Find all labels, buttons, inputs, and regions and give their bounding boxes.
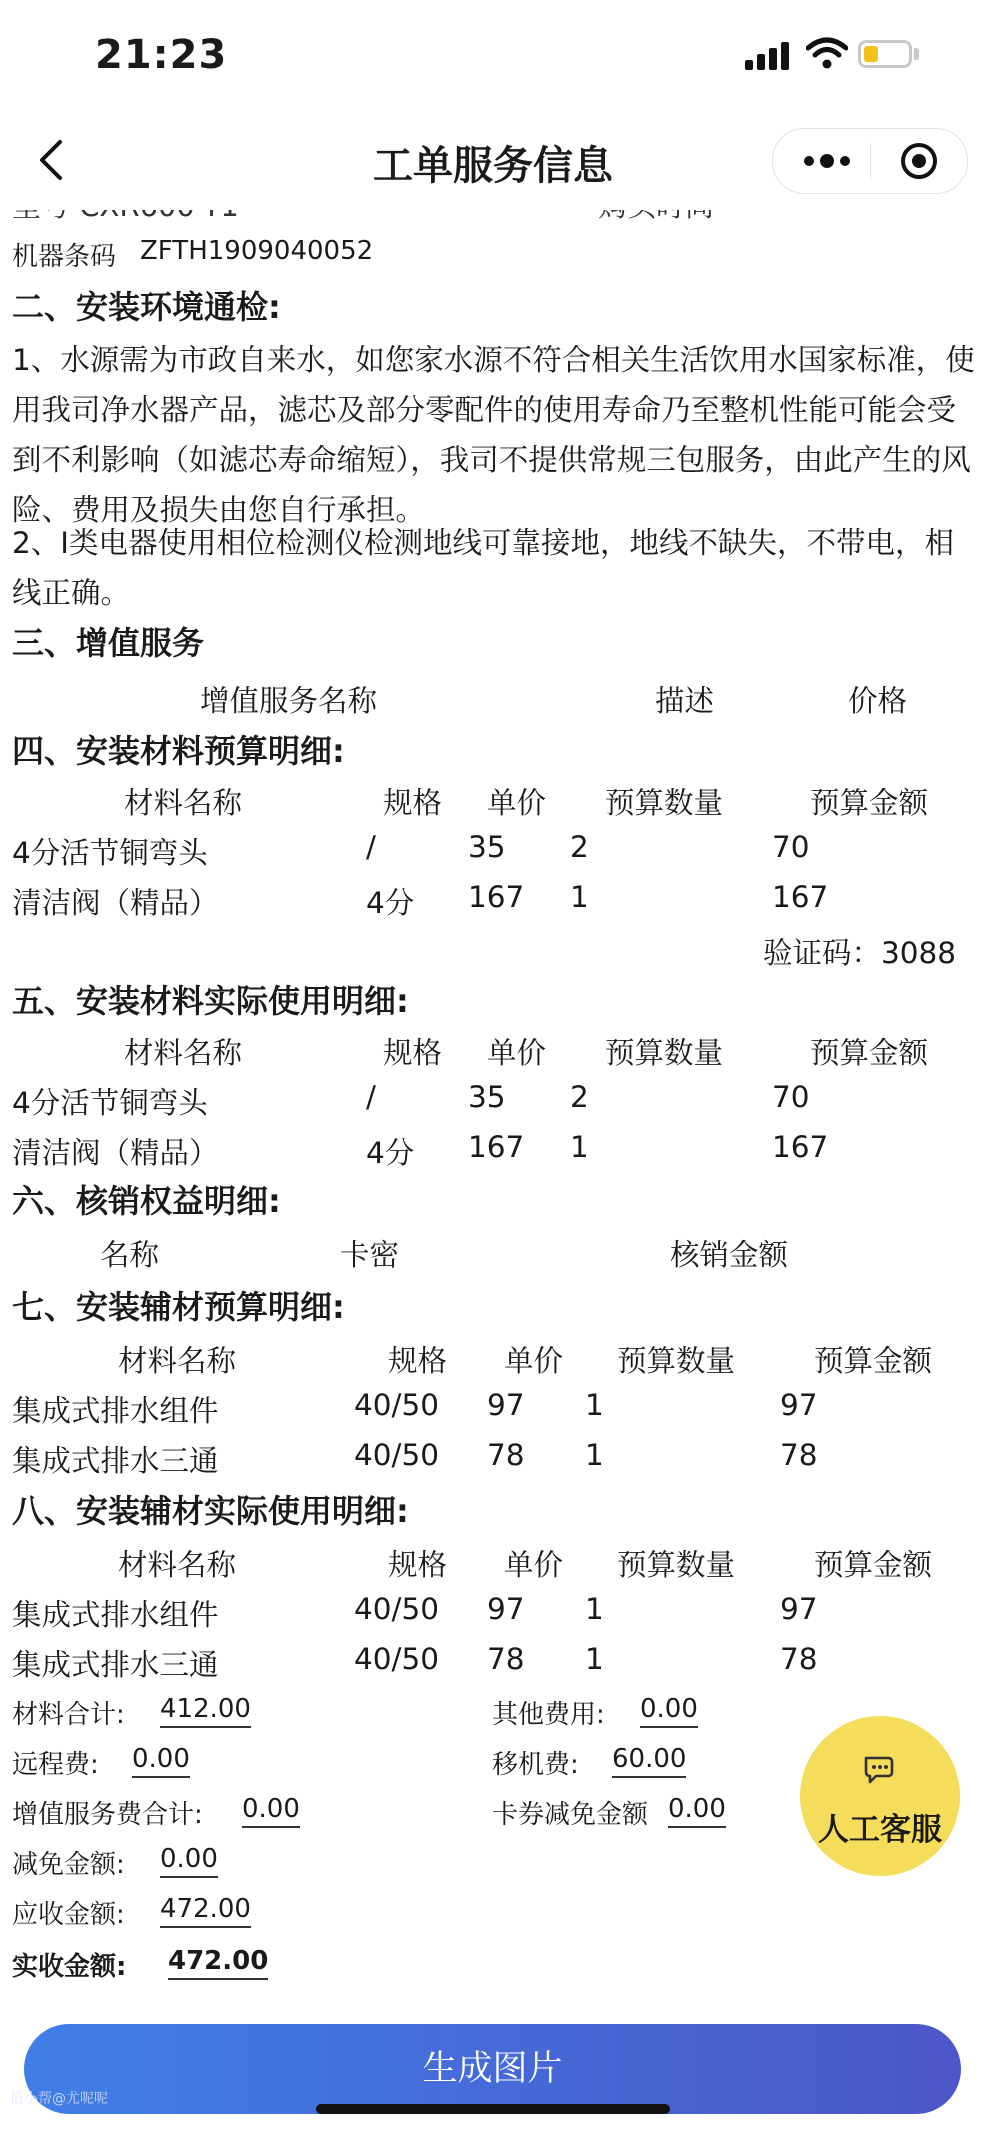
- table-cell: 40/50: [354, 1642, 440, 1676]
- table-header: 规格: [383, 786, 443, 820]
- table-header: 价格: [848, 684, 908, 718]
- table-header: 单价: [504, 1548, 564, 1582]
- table-cell: 40/50: [354, 1438, 440, 1472]
- material-total-label: 材料合计:: [12, 1700, 125, 1730]
- table-cell: 4分活节铜弯头: [12, 836, 208, 870]
- table-cell: 97: [487, 1592, 525, 1626]
- table-header: 单价: [487, 786, 547, 820]
- table-cell: 78: [780, 1642, 818, 1676]
- table-cell: 2: [570, 1080, 589, 1114]
- table-cell: 1: [585, 1438, 604, 1472]
- table-header: 规格: [388, 1344, 448, 1378]
- coupon-discount-value: 0.00: [668, 1794, 726, 1828]
- table-header: 预算数量: [605, 786, 724, 820]
- watermark-text: 值小帮@尤呢呢: [10, 2091, 108, 2107]
- table-header: 规格: [383, 1036, 443, 1070]
- vas-total-label: 增值服务费合计:: [12, 1800, 203, 1830]
- table-header: 材料名称: [118, 1548, 237, 1582]
- remote-fee-value: 0.00: [132, 1744, 190, 1778]
- table-header: 预算金额: [810, 786, 929, 820]
- table-cell: 1: [570, 880, 589, 914]
- table-cell: 清洁阀（精品）: [12, 886, 219, 920]
- section-title-material-actual: 五、安装材料实际使用明细:: [12, 982, 409, 1020]
- remote-fee-label: 远程费:: [12, 1750, 99, 1780]
- page-title: 工单服务信息: [373, 143, 613, 189]
- table-cell: 4分活节铜弯头: [12, 1086, 208, 1120]
- receivable-value: 472.00: [160, 1894, 251, 1928]
- table-cell: 1: [585, 1388, 604, 1422]
- received-label: 实收金额:: [12, 1952, 127, 1982]
- capsule-divider: [870, 143, 871, 179]
- table-cell: 97: [487, 1388, 525, 1422]
- status-bar: [0, 0, 986, 110]
- table-cell: 集成式排水组件: [12, 1394, 219, 1428]
- wifi-icon: [806, 36, 848, 70]
- vas-total-value: 0.00: [242, 1794, 300, 1828]
- table-cell: 78: [487, 1438, 525, 1472]
- section-title-aux-budget: 七、安装辅材预算明细:: [12, 1288, 345, 1326]
- table-cell: /: [366, 830, 376, 864]
- section-title-material-budget: 四、安装材料预算明细:: [12, 732, 345, 770]
- table-header: 核销金额: [670, 1238, 789, 1272]
- discount-label: 减免金额:: [12, 1850, 125, 1880]
- table-cell: 4分: [366, 886, 415, 920]
- table-header: 增值服务名称: [200, 684, 378, 718]
- table-header: 名称: [100, 1238, 160, 1272]
- received-value: 472.00: [168, 1946, 268, 1980]
- table-cell: 集成式排水三通: [12, 1648, 219, 1682]
- customer-service-button[interactable]: [800, 1716, 960, 1876]
- table-cell: 35: [468, 830, 506, 864]
- table-header: 描述: [655, 684, 715, 718]
- env-check-paragraph-2: 2、I类电器使用相位检测仪检测地线可靠接地，地线不缺失，不带电，相线正确。: [12, 526, 954, 610]
- coupon-discount-label: 卡券减免金额: [492, 1800, 649, 1830]
- section-title-env-check: 二、安装环境通检:: [12, 288, 281, 326]
- table-cell: 70: [772, 1080, 810, 1114]
- table-cell: 1: [570, 1130, 589, 1164]
- table-header: 预算金额: [814, 1344, 933, 1378]
- customer-service-label: 人工客服: [818, 1812, 942, 1848]
- other-fee-value: 0.00: [640, 1694, 698, 1728]
- table-cell: 40/50: [354, 1592, 440, 1626]
- more-icon[interactable]: [797, 145, 857, 177]
- mini-program-capsule: [772, 128, 968, 194]
- close-target-icon[interactable]: [899, 141, 939, 181]
- table-cell: 集成式排水三通: [12, 1444, 219, 1478]
- table-cell: 1: [585, 1642, 604, 1676]
- table-cell: 78: [780, 1438, 818, 1472]
- table-header: 预算数量: [617, 1344, 736, 1378]
- table-cell: /: [366, 1080, 376, 1114]
- section-title-writeoff: 六、核销权益明细:: [12, 1182, 281, 1220]
- table-cell: 70: [772, 830, 810, 864]
- generate-image-button[interactable]: 生成图片: [24, 2024, 961, 2114]
- table-header: 单价: [487, 1036, 547, 1070]
- material-total-value: 412.00: [160, 1694, 251, 1728]
- cellular-signal-icon: [745, 42, 789, 70]
- table-header: 预算金额: [810, 1036, 929, 1070]
- table-cell: 97: [780, 1388, 818, 1422]
- verify-code: 验证码：3088: [763, 936, 957, 970]
- table-header: 材料名称: [124, 1036, 243, 1070]
- other-fee-label: 其他费用:: [492, 1700, 605, 1730]
- move-fee-label: 移机费:: [492, 1750, 579, 1780]
- section-title-aux-actual: 八、安装辅材实际使用明细:: [12, 1492, 409, 1530]
- receivable-label: 应收金额:: [12, 1900, 125, 1930]
- table-cell: 2: [570, 830, 589, 864]
- table-cell: 167: [468, 1130, 525, 1164]
- chat-bubble-icon: [862, 1752, 898, 1788]
- table-header: 预算金额: [814, 1548, 933, 1582]
- table-cell: 167: [772, 880, 829, 914]
- table-cell: 清洁阀（精品）: [12, 1136, 219, 1170]
- table-cell: 167: [772, 1130, 829, 1164]
- machine-code-label: 机器条码: [12, 242, 117, 272]
- table-header: 规格: [388, 1548, 448, 1582]
- table-cell: 97: [780, 1592, 818, 1626]
- table-header: 卡密: [340, 1238, 400, 1272]
- table-cell: 集成式排水组件: [12, 1598, 219, 1632]
- table-cell: 4分: [366, 1136, 415, 1170]
- battery-icon: [858, 40, 912, 68]
- table-cell: 1: [585, 1592, 604, 1626]
- table-header: 预算数量: [605, 1036, 724, 1070]
- status-time: 21:23: [95, 32, 228, 78]
- table-header: 材料名称: [124, 786, 243, 820]
- battery-tip: [914, 48, 919, 60]
- table-header: 单价: [504, 1344, 564, 1378]
- discount-value: 0.00: [160, 1844, 218, 1878]
- section-title-vas: 三、增值服务: [12, 624, 205, 662]
- table-header: 材料名称: [118, 1344, 237, 1378]
- env-check-paragraph-1: 1、水源需为市政自来水，如您家水源不符合相关生活饮用水国家标准，使用我司净水器产品，滤芯及部分零配件的使用寿命乃至整机性能可能会受到不利影响（如滤芯寿命缩短），我司不提供常规三包服务，由此产生的风险、费用及损失由您自行承担。: [12, 343, 975, 527]
- machine-code-value: ZFTH1909040052: [140, 236, 374, 266]
- table-header: 预算数量: [617, 1548, 736, 1582]
- table-cell: 167: [468, 880, 525, 914]
- table-cell: 35: [468, 1080, 506, 1114]
- home-indicator: [316, 2104, 670, 2114]
- table-cell: 40/50: [354, 1388, 440, 1422]
- table-cell: 78: [487, 1642, 525, 1676]
- move-fee-value: 60.00: [612, 1744, 686, 1778]
- nav-bar: [0, 110, 986, 210]
